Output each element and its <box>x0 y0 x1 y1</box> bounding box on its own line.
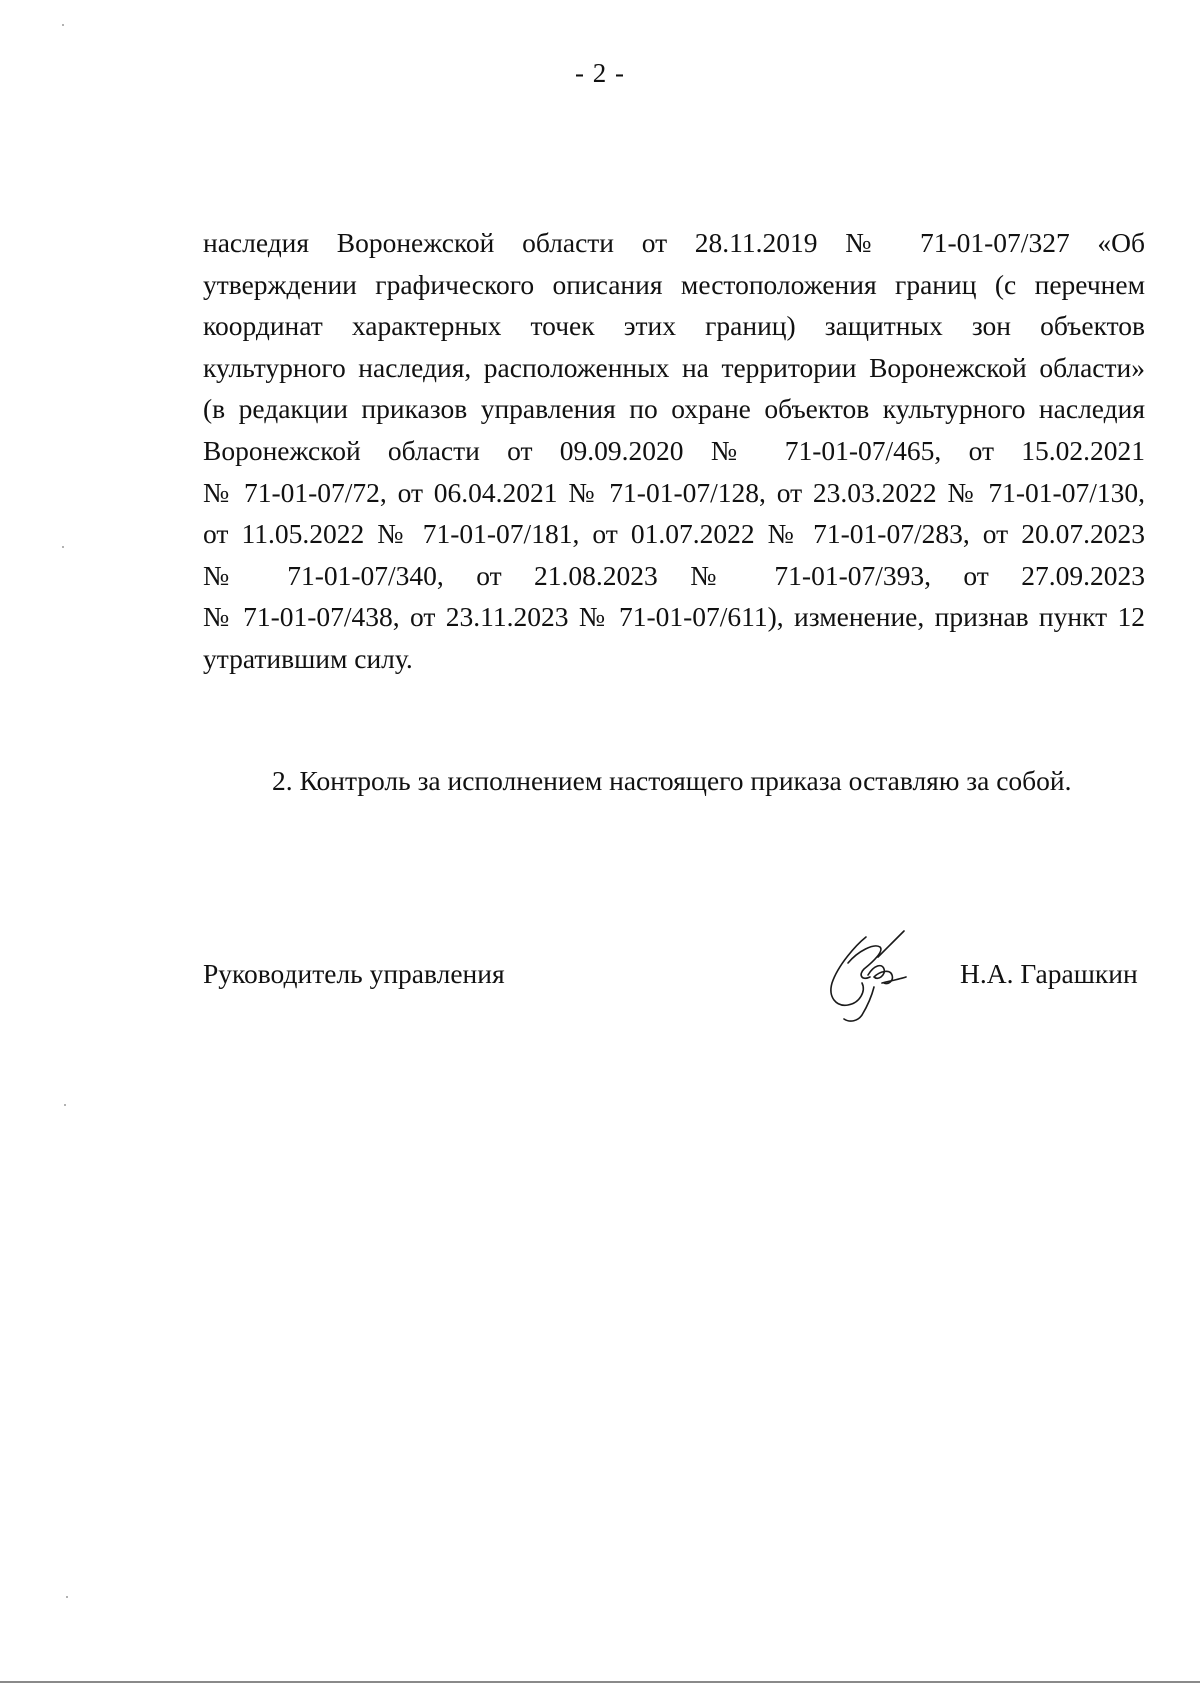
body-line: № 71-01-07/438, от 23.11.2023 № 71-01-07/611), изменение, признав пункт 12 <box>203 601 1145 633</box>
body-line-last: утратившим силу. <box>203 642 413 674</box>
body-line: № 71-01-07/340, от 21.08.2023 № 71-01-07/393, от 27.09.2023 <box>203 559 1145 591</box>
scan-artifact <box>62 546 64 548</box>
page-number: - 2 - <box>575 58 625 88</box>
handwritten-signature <box>818 925 928 1025</box>
scan-bottom-edge <box>0 1681 1200 1683</box>
scan-artifact <box>62 24 64 26</box>
body-line: координат характерных точек этих границ) защитных зон объектов <box>203 310 1145 342</box>
body-line: наследия Воронежской области от 28.11.2019 № 71-01-07/327 «Об <box>203 227 1145 258</box>
body-line: культурного наследия, расположенных на территории Воронежской области» <box>203 351 1145 383</box>
scan-artifact <box>64 1104 66 1106</box>
signatory-position: Руководитель управления <box>203 958 505 989</box>
order-body-text <box>203 222 1145 680</box>
signatory-name: Н.А. Гарашкин <box>960 958 1138 989</box>
body-line: № 71-01-07/72, от 06.04.2021 № 71-01-07/128, от 23.03.2022 № 71-01-07/130, <box>203 476 1145 508</box>
control-clause: 2. Контроль за исполнением настоящего приказа оставляю за собой. <box>272 765 1072 796</box>
body-line: (в редакции приказов управления по охране объектов культурного наследия <box>203 393 1145 425</box>
body-line: Воронежской области от 09.09.2020 № 71-01-07/465, от 15.02.2021 <box>203 434 1145 466</box>
scan-artifact <box>66 1596 68 1598</box>
body-line: утверждении графического описания местоположения границ (с перечнем <box>203 268 1145 300</box>
body-line: от 11.05.2022 № 71-01-07/181, от 01.07.2022 № 71-01-07/283, от 20.07.2023 <box>203 518 1145 550</box>
